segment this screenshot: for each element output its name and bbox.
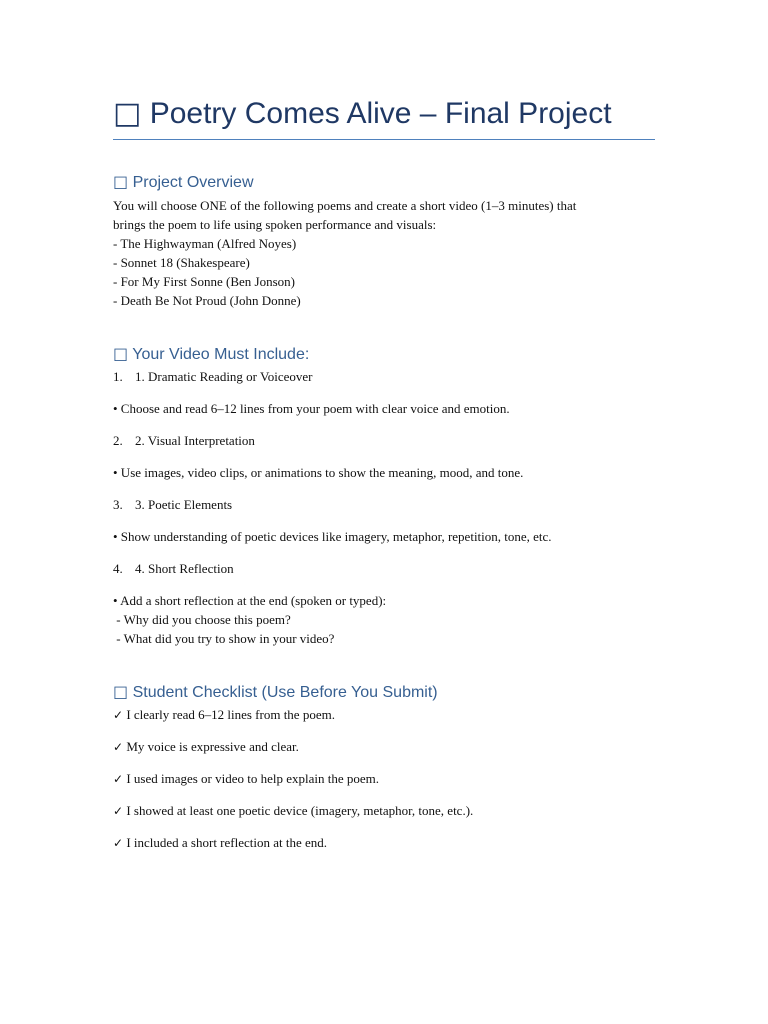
requirement-label: 2. Visual Interpretation (135, 433, 255, 448)
poem-list-item: - For My First Sonne (Ben Jonson) (113, 274, 296, 289)
checklist-item-text: I included a short reflection at the end. (126, 835, 328, 850)
requirement-item (113, 559, 655, 578)
requirement-label: 1. Dramatic Reading or Voiceover (135, 369, 313, 384)
requirement-number: 2. (113, 433, 123, 448)
checklist-item (113, 737, 655, 757)
missing-glyph-icon: □ (113, 682, 129, 701)
requirement-detail: • Add a short reflection at the end (spoken or typed): (113, 593, 387, 608)
requirement-number: 3. (113, 497, 123, 512)
check-icon: ✓ (113, 836, 124, 850)
missing-glyph-icon: □ (113, 96, 142, 131)
overview-heading (113, 172, 254, 193)
requirement-number: 4. (113, 561, 123, 576)
requirements-heading-text: Your Video Must Include: (132, 346, 310, 363)
missing-glyph-icon: □ (113, 172, 129, 191)
poem-list-item: - The Highwayman (Alfred Noyes) (113, 236, 297, 251)
requirements-heading (113, 344, 309, 365)
requirement-item (113, 367, 655, 386)
requirement-number: 1. (113, 369, 123, 384)
requirement-label: 3. Poetic Elements (135, 497, 233, 512)
requirement-label: 4. Short Reflection (135, 561, 234, 576)
check-icon: ✓ (113, 772, 124, 786)
reflection-question: - Why did you choose this poem? (113, 612, 291, 627)
checklist-heading (113, 682, 438, 703)
checklist-item (113, 801, 655, 821)
check-icon: ✓ (113, 804, 124, 818)
poem-list-item: - Sonnet 18 (Shakespeare) (113, 255, 250, 270)
requirement-item (113, 495, 655, 514)
missing-glyph-icon: □ (113, 344, 129, 363)
checklist-item-text: I used images or video to help explain the poem. (126, 771, 380, 786)
title-divider (113, 139, 655, 140)
check-icon: ✓ (113, 708, 124, 722)
page-title (113, 96, 655, 132)
overview-heading-text: Project Overview (132, 174, 254, 191)
checklist-item-text: My voice is expressive and clear. (126, 739, 299, 754)
requirement-detail: • Choose and read 6–12 lines from your poem with clear voice and emotion. (113, 401, 510, 416)
requirement-item (113, 431, 655, 450)
checklist-item-text: I clearly read 6–12 lines from the poem. (126, 707, 335, 722)
page-title-text: Poetry Comes Alive – Final Project (149, 97, 612, 130)
checklist-item (113, 833, 655, 853)
requirement-detail: • Show understanding of poetic devices like imagery, metaphor, repetition, tone, etc. (113, 529, 552, 544)
checklist-item-text: I showed at least one poetic device (imagery, metaphor, tone, etc.). (126, 803, 474, 818)
requirement-detail: • Use images, video clips, or animations to show the meaning, mood, and tone. (113, 465, 524, 480)
overview-intro-line-1: You will choose ONE of the following poems and create a short video (1–3 minutes) that (113, 198, 577, 213)
checklist-item (113, 769, 655, 789)
overview-intro-line-2: brings the poem to life using spoken performance and visuals: (113, 217, 437, 232)
checklist-item (113, 705, 655, 725)
poem-list-item: - Death Be Not Proud (John Donne) (113, 293, 301, 308)
checklist-heading-text: Student Checklist (Use Before You Submit) (132, 684, 438, 701)
reflection-question: - What did you try to show in your video? (113, 631, 335, 646)
check-icon: ✓ (113, 740, 124, 754)
